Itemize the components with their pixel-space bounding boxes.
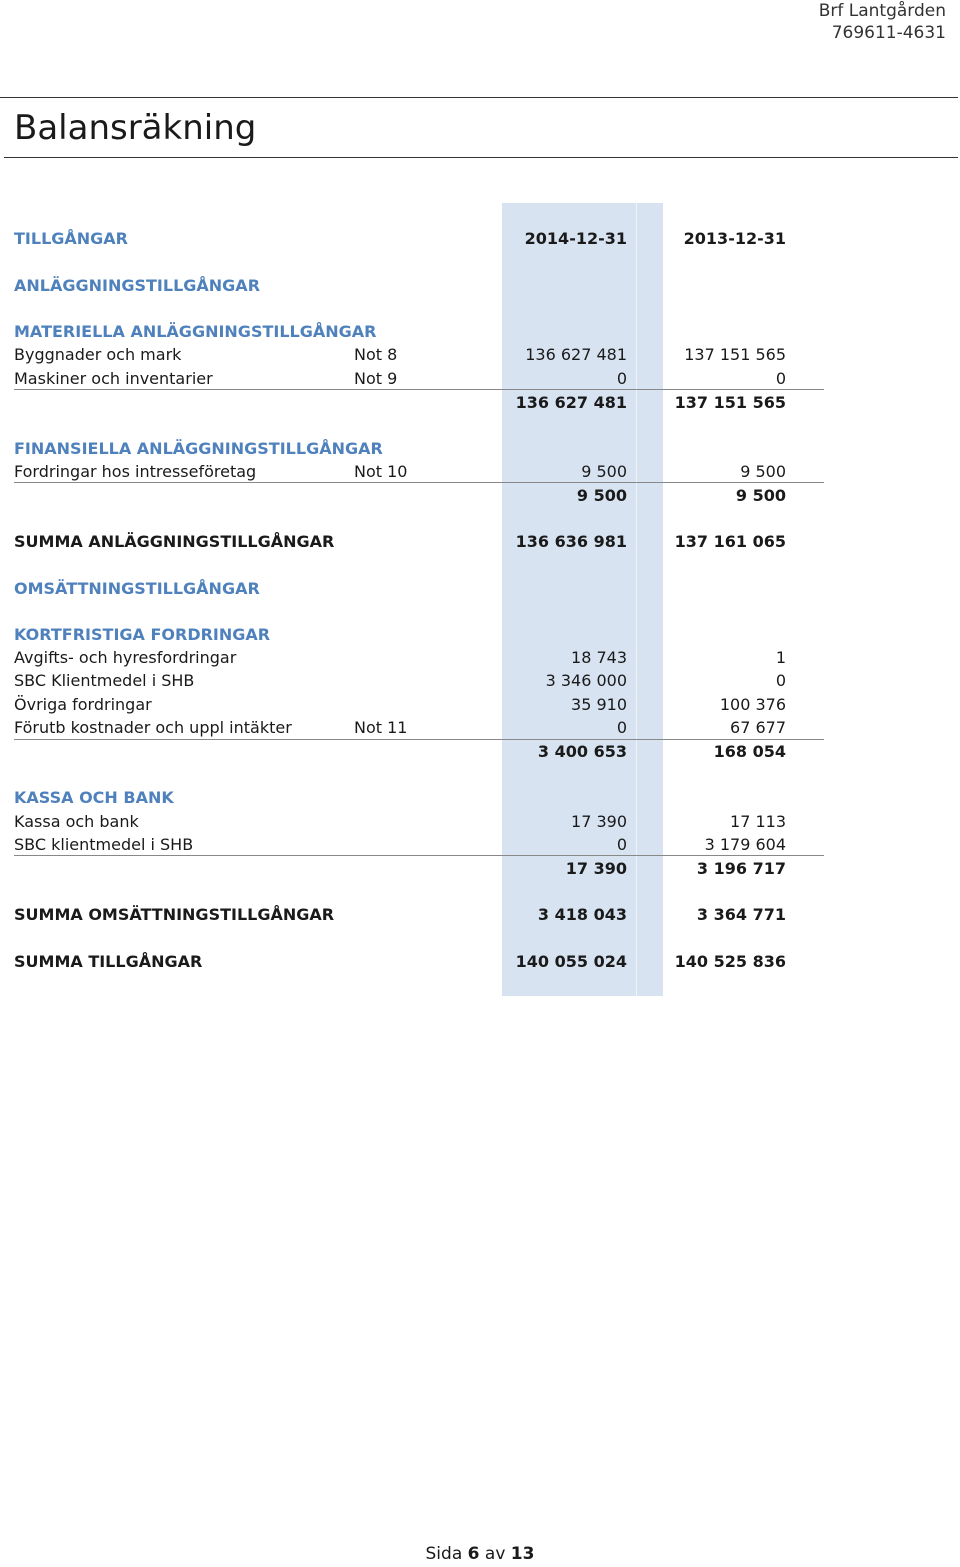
section-heading-kassa: KASSA OCH BANK (14, 788, 174, 807)
table-row: Förutb kostnader och uppl intäkter Not 11 0 67 677 (14, 718, 786, 737)
subtotal-rule (14, 389, 824, 390)
note-reference: Not 10 (354, 462, 408, 481)
footer-page-total: 13 (510, 1544, 535, 1564)
page-title: Balansräkning (14, 108, 257, 148)
table-row: Maskiner och inventarier Not 9 0 0 (14, 369, 786, 388)
column-year-previous: 2013-12-31 (683, 229, 786, 248)
subtotal-rule (14, 855, 824, 856)
section-heading-materiella: MATERIELLA ANLÄGGNINGSTILLGÅNGAR (14, 322, 377, 341)
section-label-tillgangar: TILLGÅNGAR (14, 229, 128, 248)
footer-middle: av (484, 1544, 506, 1564)
table-row: SBC klientmedel i SHB 0 3 179 604 (14, 835, 786, 854)
subtotal-row: 17 390 3 196 717 (565, 859, 786, 878)
total-row: SUMMA OMSÄTTNINGSTILLGÅNGAR 3 418 043 3 364 771 (14, 905, 786, 924)
table-row: Avgifts- och hyresfordringar 18 743 1 (14, 648, 786, 667)
subtotal-rule (14, 482, 824, 483)
title-divider (4, 157, 958, 158)
section-heading-omsattning: OMSÄTTNINGSTILLGÅNGAR (14, 579, 260, 598)
column-header-row (14, 227, 824, 250)
header-organization (819, 0, 946, 44)
table-row: SBC Klientmedel i SHB 3 346 000 0 (14, 671, 786, 690)
subtotal-row: 3 400 653 168 054 (537, 742, 786, 761)
section-heading-kortfristiga: KORTFRISTIGA FORDRINGAR (14, 625, 271, 644)
org-name: Brf Lantgården (818, 1, 946, 21)
section-heading-finansiella: FINANSIELLA ANLÄGGNINGSTILLGÅNGAR (14, 439, 383, 458)
page-footer (0, 1544, 960, 1564)
note-reference: Not 8 (354, 345, 398, 364)
header-divider (0, 97, 958, 98)
table-row: Övriga fordringar 35 910 100 376 (14, 695, 786, 714)
column-year-current: 2014-12-31 (524, 229, 627, 248)
table-row: Fordringar hos intresseföretag Not 10 9 500 9 500 (14, 462, 786, 481)
grand-total-row: SUMMA TILLGÅNGAR 140 055 024 140 525 836 (14, 952, 786, 971)
total-row: SUMMA ANLÄGGNINGSTILLGÅNGAR 136 636 981 137 161 065 (14, 532, 786, 551)
org-number: 769611-4631 (831, 23, 946, 43)
table-row: Byggnader och mark Not 8 136 627 481 137 151 565 (14, 345, 786, 364)
footer-prefix: Sida (425, 1544, 463, 1564)
table-row: Kassa och bank 17 390 17 113 (14, 812, 786, 831)
footer-page-number: 6 (467, 1544, 480, 1564)
note-reference: Not 9 (354, 369, 398, 388)
subtotal-row: 9 500 9 500 (576, 486, 786, 505)
note-reference: Not 11 (354, 718, 408, 737)
subtotal-row: 136 627 481 137 151 565 (515, 393, 786, 412)
section-heading-anlaggning: ANLÄGGNINGSTILLGÅNGAR (14, 276, 261, 295)
